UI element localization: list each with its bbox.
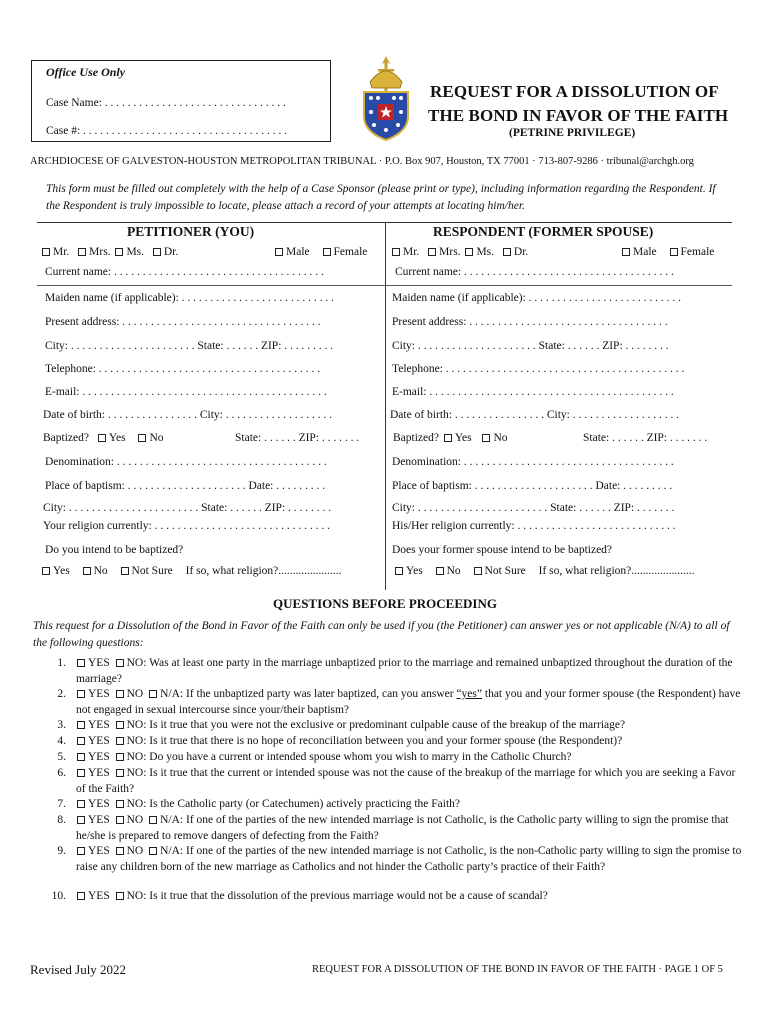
option-mrs: Mrs.: [89, 246, 111, 258]
checkbox-male[interactable]: [275, 248, 283, 256]
petitioner-heading: PETITIONER (YOU): [127, 224, 255, 239]
tribunal-contact-line: ARCHDIOCESE OF GALVESTON-HOUSTON METROPOLITAN TRIBUNAL · P.O. Box 907, Houston, TX 77001 · 713-807-9286 · tribunal@archgh.org: [30, 156, 694, 167]
option-yes: Yes: [108, 432, 126, 444]
respondent-denomination[interactable]: Denomination: . . . . . . . . . . . . . . . . . . . . . . . . . . . . . . . . . . . . .: [392, 456, 674, 468]
option-no: No: [149, 432, 164, 444]
respondent-baptism-city-state-zip[interactable]: City: . . . . . . . . . . . . . . . . . . . . . . . State: . . . . . . ZIP: . . . . . . .: [392, 502, 675, 514]
question-prompt: NO: Was at least one party in the marriage unbaptized prior to the marriage and remained unbaptized throughout the duration of the marriage?: [76, 657, 733, 685]
respondent-title-options: [391, 246, 528, 258]
checkbox-yes[interactable]: [77, 847, 85, 855]
checkbox-yes[interactable]: [77, 753, 85, 761]
option-female: Female: [680, 246, 715, 258]
checkbox-not-sure[interactable]: [474, 567, 482, 575]
option-mr: Mr.: [53, 246, 70, 258]
petitioner-maiden-name[interactable]: Maiden name (if applicable): . . . . . . . . . . . . . . . . . . . . . . . . . . .: [45, 292, 335, 304]
respondent-intended-religion[interactable]: If so, what religion?......................: [538, 565, 695, 577]
question-prompt-na: N/A: If the unbaptized party was later baptized, can you answer: [160, 688, 454, 700]
option-yes: YES: [88, 814, 110, 826]
checkbox-female[interactable]: [323, 248, 331, 256]
checkbox-yes[interactable]: [42, 567, 50, 575]
petitioner-email[interactable]: E-mail: . . . . . . . . . . . . . . . . . . . . . . . . . . . . . . . . . . . . . . . . . . .: [45, 386, 327, 398]
question-prompt: NO: [126, 688, 144, 700]
option-yes: YES: [88, 657, 110, 669]
checkbox-not-sure[interactable]: [121, 567, 129, 575]
option-yes: Yes: [53, 565, 70, 577]
revision-date: Revised July 2022: [30, 962, 127, 977]
checkbox-mrs[interactable]: [78, 248, 86, 256]
option-not-sure: Not Sure: [131, 565, 173, 577]
option-not-sure: Not Sure: [484, 565, 526, 577]
checkbox-yes[interactable]: [77, 721, 85, 729]
option-male: Male: [633, 246, 657, 258]
checkbox-no[interactable]: [116, 737, 124, 745]
question-prompt-rest: that you and your former spouse (the Respondent) have not engaged in sexual intercourse since your/their baptism?: [76, 688, 741, 716]
option-yes: YES: [88, 688, 110, 700]
checkbox-no[interactable]: [116, 800, 124, 808]
respondent-intend-baptized: Does your former spouse intend to be baptized?: [392, 544, 613, 556]
question-prompt: NO: Is it true that the current or intended spouse was not the cause of the breakup of the marriage for which you are seeking a Favor of the Faith?: [76, 767, 736, 795]
question-prompt: NO: Is the Catholic party (or Catechumen) actively practicing the Faith?: [126, 798, 460, 810]
petitioner-intended-religion[interactable]: If so, what religion?......................: [185, 565, 342, 577]
checkbox-mr[interactable]: [392, 248, 400, 256]
option-mr: Mr.: [403, 246, 420, 258]
respondent-intend-options: [394, 565, 695, 577]
question-text: [76, 889, 746, 905]
checkbox-mr[interactable]: [42, 248, 50, 256]
checkbox-ms[interactable]: [465, 248, 473, 256]
checkbox-na[interactable]: [149, 690, 157, 698]
checkbox-na[interactable]: [149, 816, 157, 824]
option-yes: Yes: [406, 565, 423, 577]
option-female: Female: [333, 246, 368, 258]
checkbox-no[interactable]: [116, 892, 124, 900]
question-number: 2.: [57, 688, 66, 700]
question-prompt: NO: [126, 814, 144, 826]
option-dr: Dr.: [163, 246, 179, 258]
respondent-telephone[interactable]: Telephone: . . . . . . . . . . . . . . . . . . . . . . . . . . . . . . . . . . . . . . . . . .: [392, 363, 685, 375]
option-no: No: [93, 565, 108, 577]
respondent-current-religion[interactable]: His/Her religion currently: . . . . . . . . . . . . . . . . . . . . . . . . . . . .: [392, 520, 676, 532]
question-number: 7.: [57, 798, 66, 810]
question-number: 3.: [57, 719, 66, 731]
emphasis-yes: “yes”: [456, 688, 482, 700]
question-text: [76, 813, 746, 844]
checkbox-yes[interactable]: [77, 737, 85, 745]
checkbox-baptized-yes[interactable]: [444, 434, 452, 442]
respondent-birth-date-city[interactable]: Date of birth: . . . . . . . . . . . . . . . . City: . . . . . . . . . . . . . . . . . . .: [390, 409, 680, 421]
option-yes: YES: [88, 735, 110, 747]
option-dr: Dr.: [513, 246, 529, 258]
checkbox-dr[interactable]: [153, 248, 161, 256]
baptized-label: Baptized?: [393, 432, 439, 444]
checkbox-male[interactable]: [622, 248, 630, 256]
option-ms: Ms.: [126, 246, 145, 258]
question-number: 8.: [57, 814, 66, 826]
questions-heading: QUESTIONS BEFORE PROCEEDING: [273, 596, 497, 611]
question-number: 4.: [57, 735, 66, 747]
petitioner-place-of-baptism[interactable]: Place of baptism: . . . . . . . . . . . . . . . . . . . . . Date: . . . . . . . . .: [45, 480, 326, 492]
form-title-line2: THE BOND IN FAVOR OF THE FAITH: [428, 106, 729, 125]
petitioner-intend-baptized: Do you intend to be baptized?: [45, 544, 184, 556]
checkbox-yes[interactable]: [77, 816, 85, 824]
question-prompt: NO: Is it true that the dissolution of the previous marriage would not be a cause of scandal?: [126, 890, 548, 902]
checkbox-yes[interactable]: [77, 892, 85, 900]
option-yes: YES: [88, 890, 110, 902]
questions-intro: This request for a Dissolution of the Bond in Favor of the Faith can only be used if you (the Petitioner) can answer yes or not applicable (N/A) to all of the following questions:: [33, 620, 730, 649]
question-number: 9.: [57, 845, 66, 857]
question-number: 5.: [57, 751, 66, 763]
party-info-grid: [37, 222, 732, 590]
option-ms: Ms.: [476, 246, 495, 258]
case-number-field[interactable]: Case #: . . . . . . . . . . . . . . . . . . . . . . . . . . . . . . . . . . . .: [46, 125, 288, 137]
question-text: [76, 750, 746, 766]
option-no: No: [493, 432, 508, 444]
respondent-present-address[interactable]: Present address: . . . . . . . . . . . . . . . . . . . . . . . . . . . . . . . . . . .: [392, 316, 668, 328]
respondent-email[interactable]: E-mail: . . . . . . . . . . . . . . . . . . . . . . . . . . . . . . . . . . . . . . . . . . .: [392, 386, 674, 398]
archdiocese-crest-icon: [356, 52, 416, 144]
petitioner-baptism-city-state-zip[interactable]: City: . . . . . . . . . . . . . . . . . . . . . . . State: . . . . . . ZIP: . . . . . . . .: [43, 502, 332, 514]
petitioner-birth-date-city[interactable]: Date of birth: . . . . . . . . . . . . . . . . City: . . . . . . . . . . . . . . . . . . .: [43, 409, 333, 421]
petitioner-present-address[interactable]: Present address: . . . . . . . . . . . . . . . . . . . . . . . . . . . . . . . . . . .: [45, 316, 321, 328]
page-footer: REQUEST FOR A DISSOLUTION OF THE BOND IN FAVOR OF THE FAITH · PAGE 1 OF 5: [312, 964, 723, 975]
baptized-label: Baptized?: [43, 432, 89, 444]
petitioner-city-state-zip[interactable]: City: . . . . . . . . . . . . . . . . . . . . . . State: . . . . . . ZIP: . . . . . . . . .: [45, 340, 334, 352]
respondent-baptized-options: [393, 432, 508, 444]
option-yes: Yes: [454, 432, 472, 444]
option-yes: YES: [88, 798, 110, 810]
question-prompt: NO: Do you have a current or intended spouse whom you wish to marry in the Catholic Church?: [126, 751, 572, 763]
petitioner-telephone[interactable]: Telephone: . . . . . . . . . . . . . . . . . . . . . . . . . . . . . . . . . . . . . . .: [45, 363, 321, 375]
checkbox-female[interactable]: [670, 248, 678, 256]
respondent-maiden-name[interactable]: Maiden name (if applicable): . . . . . . . . . . . . . . . . . . . . . . . . . . .: [392, 292, 682, 304]
option-yes: YES: [88, 719, 110, 731]
checkbox-yes[interactable]: [77, 659, 85, 667]
checkbox-yes[interactable]: [395, 567, 403, 575]
option-yes: YES: [88, 845, 110, 857]
office-use-title: Office Use Only: [46, 65, 126, 79]
petitioner-title-options: [41, 246, 178, 258]
checkbox-no[interactable]: [116, 753, 124, 761]
checkbox-no[interactable]: [116, 659, 124, 667]
form-subtitle: (PETRINE PRIVILEGE): [509, 127, 636, 139]
checkbox-baptized-no[interactable]: [138, 434, 146, 442]
petitioner-intend-options: [41, 565, 342, 577]
question-prompt-na: N/A: If one of the parties of the new intended marriage is not Catholic, is the non-Catholic party willing to sign the promise to raise any children born of the new marriage as Catholics and not hinder the Catholic party’s practice of their Faith?: [76, 845, 742, 873]
option-no: No: [446, 565, 461, 577]
question-text: [76, 718, 746, 734]
checkbox-dr[interactable]: [503, 248, 511, 256]
question-text: [76, 797, 746, 813]
checkbox-yes[interactable]: [77, 800, 85, 808]
question-number: 1.: [57, 657, 66, 669]
question-text: [76, 844, 746, 875]
case-name-field[interactable]: Case Name: . . . . . . . . . . . . . . . . . . . . . . . . . . . . . . . .: [46, 97, 286, 109]
checkbox-yes[interactable]: [77, 769, 85, 777]
checkbox-baptized-yes[interactable]: [98, 434, 106, 442]
checkbox-na[interactable]: [149, 847, 157, 855]
checkbox-ms[interactable]: [115, 248, 123, 256]
checkbox-no[interactable]: [116, 816, 124, 824]
checkbox-no[interactable]: [83, 567, 91, 575]
respondent-place-of-baptism[interactable]: Place of baptism: . . . . . . . . . . . . . . . . . . . . . Date: . . . . . . . . .: [392, 480, 673, 492]
respondent-city-state-zip[interactable]: City: . . . . . . . . . . . . . . . . . . . . . State: . . . . . . ZIP: . . . . . . . .: [392, 340, 669, 352]
question-number: 10.: [51, 890, 66, 902]
question-number: 6.: [57, 767, 66, 779]
petitioner-current-name[interactable]: Current name: . . . . . . . . . . . . . . . . . . . . . . . . . . . . . . . . . . . . .: [45, 266, 324, 278]
petitioner-denomination[interactable]: Denomination: . . . . . . . . . . . . . . . . . . . . . . . . . . . . . . . . . . . . .: [45, 456, 327, 468]
form-title-line1: REQUEST FOR A DISSOLUTION OF: [430, 82, 719, 101]
checkbox-baptized-no[interactable]: [482, 434, 490, 442]
question-text: [76, 766, 746, 797]
question-prompt: NO: Is it true that you were not the exclusive or predominant culpable cause of the breakup of the marriage?: [126, 719, 626, 731]
option-male: Male: [286, 246, 310, 258]
respondent-current-name[interactable]: Current name: . . . . . . . . . . . . . . . . . . . . . . . . . . . . . . . . . . . . .: [395, 266, 674, 278]
petitioner-baptized-options: [43, 432, 164, 444]
question-text: [76, 734, 746, 750]
checkbox-no[interactable]: [116, 721, 124, 729]
petitioner-sex-options: [274, 246, 367, 258]
question-prompt: NO: Is it true that there is no hope of reconciliation between you and your former spouse (the Respondent)?: [126, 735, 623, 747]
option-mrs: Mrs.: [439, 246, 461, 258]
question-prompt: NO: [126, 845, 144, 857]
checkbox-no[interactable]: [116, 847, 124, 855]
checkbox-mrs[interactable]: [428, 248, 436, 256]
checkbox-no[interactable]: [116, 769, 124, 777]
questions-list: [0, 656, 770, 916]
respondent-birth-state-zip[interactable]: State: . . . . . . ZIP: . . . . . . .: [583, 432, 708, 444]
question-text: [76, 687, 746, 718]
petitioner-birth-state-zip[interactable]: State: . . . . . . ZIP: . . . . . . .: [235, 432, 360, 444]
question-prompt-na: N/A: If one of the parties of the new intended marriage is not Catholic, is the Catholic party willing to sign the promise that he/she is prepared to remove dangers of defecting from the Faith?: [76, 814, 729, 842]
checkbox-yes[interactable]: [77, 690, 85, 698]
petitioner-current-religion[interactable]: Your religion currently: . . . . . . . . . . . . . . . . . . . . . . . . . . . . . . .: [43, 520, 330, 532]
respondent-heading: RESPONDENT (FORMER SPOUSE): [433, 224, 654, 239]
respondent-sex-options: [621, 246, 714, 258]
checkbox-no[interactable]: [116, 690, 124, 698]
checkbox-no[interactable]: [436, 567, 444, 575]
option-yes: YES: [88, 767, 110, 779]
form-instructions: This form must be filled out completely with the help of a Case Sponsor (please print or type), including information regarding the Respondent. If the Respondent is truly impossible to locate, please attach a record of your attempts at locating him/her.: [46, 183, 716, 212]
option-yes: YES: [88, 751, 110, 763]
question-text: [76, 656, 746, 687]
